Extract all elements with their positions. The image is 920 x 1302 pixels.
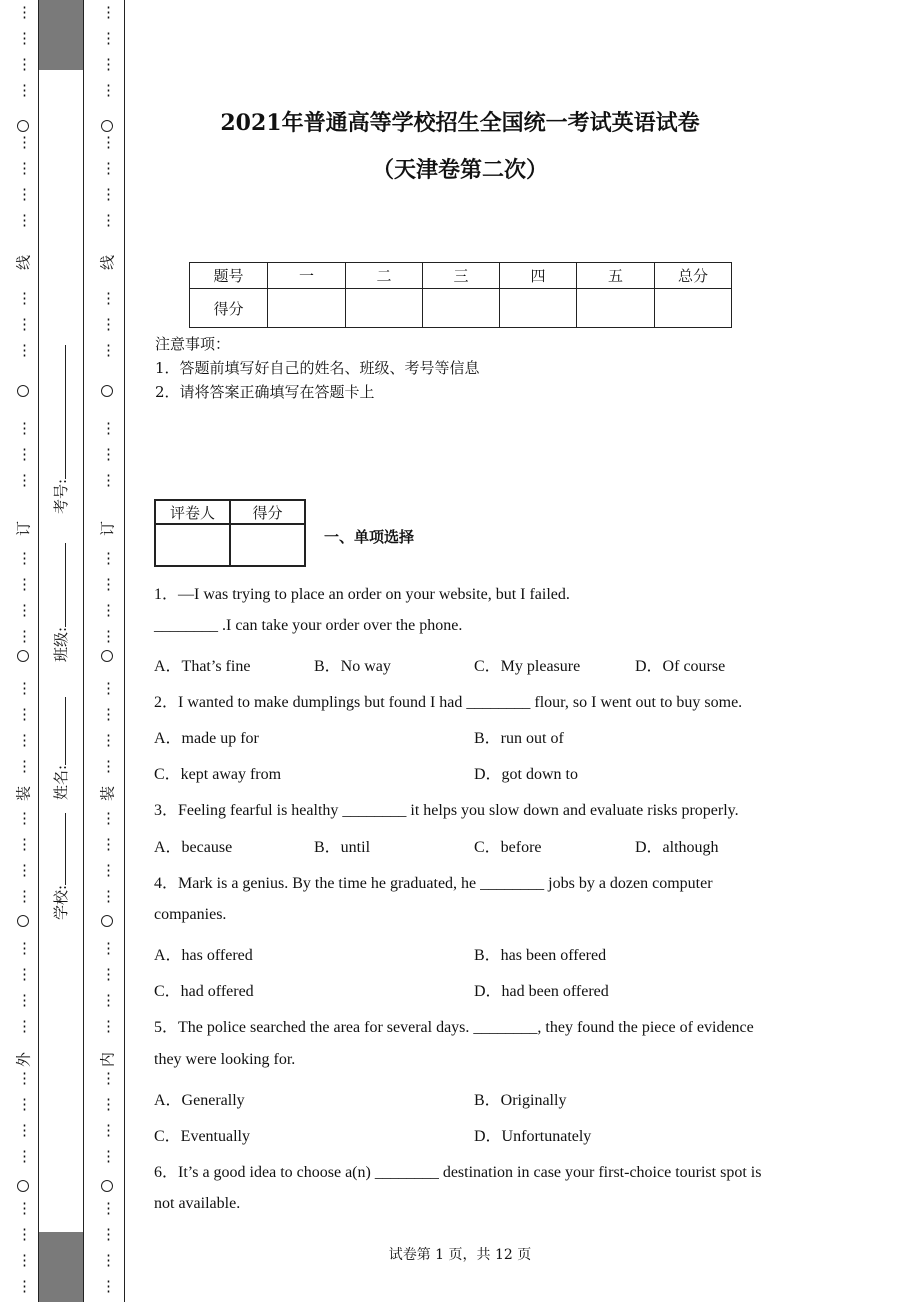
inner-circle-mark <box>101 915 113 927</box>
school-field[interactable]: 学校: <box>50 813 71 920</box>
outer-circle-mark <box>17 650 29 662</box>
question-1-option-c[interactable]: C．My pleasure <box>474 658 581 675</box>
question-6-stem-cont: not available. <box>154 1195 241 1212</box>
outer-binding-char: 装 <box>14 786 33 802</box>
page-footer: 试卷第 1 页，共 12 页 <box>388 1247 532 1263</box>
score-header-cell: 一 <box>268 263 346 289</box>
grader-input-cell[interactable] <box>155 524 230 566</box>
score-input-cell[interactable] <box>500 289 577 328</box>
exam-title: 2021年普通高等学校招生全国统一考试英语试卷 <box>220 110 700 136</box>
question-2-option-d[interactable]: D．got down to <box>474 766 579 783</box>
question-3-option-a[interactable]: A．because <box>154 839 233 856</box>
score-table-score-row <box>190 289 732 328</box>
question-1-stem-cont: ________ .I can take your order over the phone. <box>154 617 463 634</box>
exam-number-field[interactable]: 考号: <box>50 345 71 514</box>
inner-binding-char: 装 <box>98 786 117 802</box>
score-header-cell: 二 <box>346 263 423 289</box>
score-header-cell: 五 <box>577 263 655 289</box>
score-header-cell: 总分 <box>655 263 732 289</box>
inner-circle-mark <box>101 385 113 397</box>
question-4-stem: 4．Mark is a genius. By the time he graduated, he ________ jobs by a dozen computer <box>154 875 713 892</box>
question-5-option-b[interactable]: B．Originally <box>474 1092 567 1109</box>
question-2-option-b[interactable]: B．run out of <box>474 730 564 747</box>
question-1-option-d[interactable]: D．Of course <box>635 658 726 675</box>
question-1-option-b[interactable]: B．No way <box>314 658 391 675</box>
score-row-label: 得分 <box>190 289 268 328</box>
notes-item: 2．请将答案正确填写在答题卡上 <box>155 383 375 401</box>
question-4-option-c[interactable]: C．had offered <box>154 983 254 1000</box>
question-5-stem-cont: they were looking for. <box>154 1051 296 1068</box>
outer-dotted-line: ⋮ ⋮ ⋮ ⋮ ⋮ ⋮ ⋮ ⋮ ⋮ ⋮ ⋮ ⋮ ⋮ ⋮ ⋮ ⋮ ⋮ ⋮ ⋮ ⋮ ⋮ ⋮ ⋮ ⋮ ⋮ ⋮ ⋮ ⋮ ⋮ ⋮ ⋮ ⋮ ⋮ ⋮ ⋮ ⋮ ⋮ ⋮ 线 订 装 外 <box>14 5 33 1295</box>
score-table-header-row <box>190 263 732 289</box>
question-4-stem-cont: companies. <box>154 906 227 923</box>
inner-binding-char: 线 <box>98 255 117 271</box>
grader-score-header: 得分 <box>230 500 305 524</box>
outer-binding-char: 线 <box>14 255 33 271</box>
question-5-stem: 5．The police searched the area for several days. ________, they found the piece of evidence <box>154 1019 754 1036</box>
section-title: 一、单项选择 <box>324 528 415 546</box>
gray-band-top <box>38 0 84 70</box>
grader-score-input-cell[interactable] <box>230 524 305 566</box>
score-input-cell[interactable] <box>577 289 655 328</box>
grader-header: 评卷人 <box>155 500 230 524</box>
question-3-stem: 3．Feeling fearful is healthy ________ it helps you slow down and evaluate risks properly. <box>154 802 739 819</box>
question-4-option-d[interactable]: D．had been offered <box>474 983 609 1000</box>
exam-subtitle: （天津卷第二次） <box>371 157 548 183</box>
class-field[interactable]: 班级: <box>50 543 71 662</box>
score-header-cell: 题号 <box>190 263 268 289</box>
question-2-stem: 2．I wanted to make dumplings but found I had ________ flour, so I went out to buy some. <box>154 694 743 711</box>
gray-band-bottom <box>38 1232 84 1302</box>
inner-binding-char: 内 <box>98 1052 117 1068</box>
notes-heading: 注意事项： <box>155 335 231 353</box>
outer-binding-char: 订 <box>14 521 33 537</box>
question-5-option-c[interactable]: C．Eventually <box>154 1128 250 1145</box>
outer-circle-mark <box>17 1180 29 1192</box>
outer-circle-mark <box>17 385 29 397</box>
question-5-option-d[interactable]: D．Unfortunately <box>474 1128 592 1145</box>
question-1-stem: 1．—I was trying to place an order on your website, but I failed. <box>154 586 570 603</box>
name-field[interactable]: 姓名: <box>50 697 71 800</box>
question-5-option-a[interactable]: A．Generally <box>154 1092 245 1109</box>
score-input-cell[interactable] <box>655 289 732 328</box>
score-header-cell: 三 <box>423 263 500 289</box>
score-input-cell[interactable] <box>346 289 423 328</box>
question-3-option-c[interactable]: C．before <box>474 839 542 856</box>
question-4-option-b[interactable]: B．has been offered <box>474 947 607 964</box>
question-6-stem: 6．It’s a good idea to choose a(n) ________ destination in case your first-choice tourist spot is <box>154 1164 762 1181</box>
inner-dotted-line: ⋮ ⋮ ⋮ ⋮ ⋮ ⋮ ⋮ ⋮ ⋮ ⋮ ⋮ ⋮ ⋮ ⋮ ⋮ ⋮ ⋮ ⋮ ⋮ ⋮ ⋮ ⋮ ⋮ ⋮ ⋮ ⋮ ⋮ ⋮ ⋮ ⋮ ⋮ ⋮ ⋮ ⋮ ⋮ ⋮ ⋮ ⋮ 线 订 装 内 <box>98 5 117 1295</box>
question-4-option-a[interactable]: A．has offered <box>154 947 253 964</box>
question-2-option-a[interactable]: A．made up for <box>154 730 259 747</box>
score-header-cell: 四 <box>500 263 577 289</box>
question-3-option-b[interactable]: B．until <box>314 839 371 856</box>
score-table <box>189 262 732 328</box>
inner-circle-mark <box>101 650 113 662</box>
notes-item: 1．答题前填写好自己的姓名、班级、考号等信息 <box>155 359 480 377</box>
binding-margin <box>0 0 126 1302</box>
inner-binding-char: 订 <box>98 521 117 537</box>
question-3-option-d[interactable]: D．although <box>635 839 719 856</box>
inner-circle-mark <box>101 1180 113 1192</box>
outer-circle-mark <box>17 915 29 927</box>
score-input-cell[interactable] <box>423 289 500 328</box>
outer-binding-char: 外 <box>14 1052 33 1068</box>
question-2-option-c[interactable]: C．kept away from <box>154 766 282 783</box>
question-1-option-a[interactable]: A．That’s fine <box>154 658 251 675</box>
score-input-cell[interactable] <box>268 289 346 328</box>
grader-table <box>154 499 306 567</box>
